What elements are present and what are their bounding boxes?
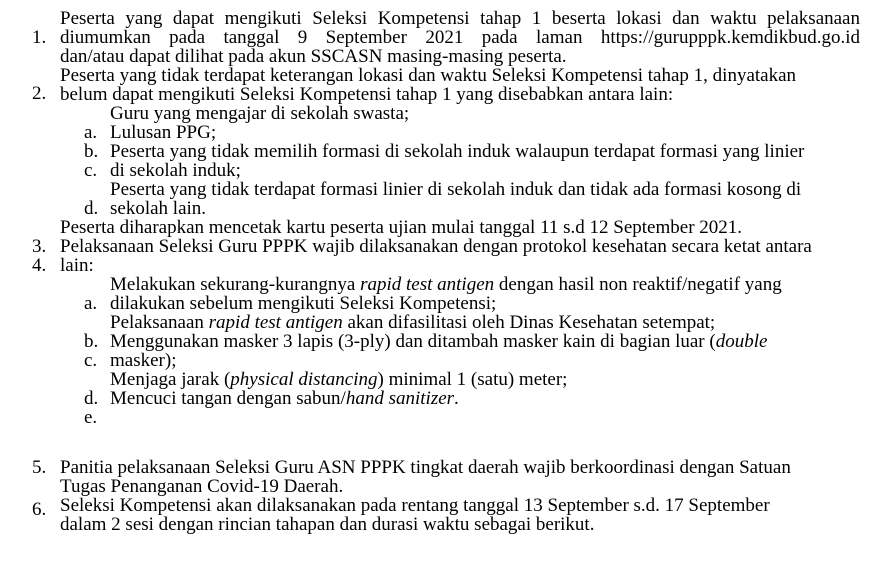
item-6-line-2: dalam 2 sesi dengan rincian tahapan dan durasi waktu sebagai berikut. <box>60 514 595 535</box>
text: Menggunakan masker 3 lapis (3-ply) dan ditambah masker kain di bagian luar ( <box>110 331 716 352</box>
italic-term: hand sanitizer <box>345 388 455 409</box>
text: Peserta yang dapat mengikuti Seleksi Kompetensi tahap 1 beserta lokasi dan waktu pelaksanaan <box>60 8 860 29</box>
item-2d-line-1: Peserta yang tidak terdapat formasi linier di sekolah induk dan tidak ada formasi kosong di <box>110 179 802 200</box>
item-4d <box>110 370 567 389</box>
sub-letter: e. <box>84 407 98 428</box>
italic-term: rapid test antigen <box>360 274 495 295</box>
text: Pelaksanaan <box>110 312 209 333</box>
item-4c-line-2: masker); <box>110 350 177 371</box>
item-number: 2. <box>32 83 47 104</box>
sub-letter: a. <box>84 293 98 314</box>
text: ) minimal 1 (satu) meter; <box>377 369 568 390</box>
item-number: 4. <box>32 255 47 276</box>
text: Menjaga jarak ( <box>110 369 231 390</box>
text: dengan hasil non reaktif/negatif yang <box>494 274 782 295</box>
item-4-line-1: Pelaksanaan Seleksi Guru PPPK wajib dilaksanakan dengan protokol kesehatan secara ketat antara <box>60 236 812 257</box>
item-4b <box>110 313 715 332</box>
item-4e <box>110 389 459 408</box>
text: Mencuci tangan dengan sabun/ <box>110 388 346 409</box>
item-2-line-2: belum dapat mengikuti Seleksi Kompetensi tahap 1 yang disebabkan antara lain: <box>60 84 674 105</box>
item-1-line-3: dan/atau dapat dilihat pada akun SSCASN masing-masing peserta. <box>60 46 567 67</box>
item-number: 6. <box>32 499 47 520</box>
sub-letter: b. <box>84 141 99 162</box>
item-2d-line-2: sekolah lain. <box>110 198 207 219</box>
sub-letter: a. <box>84 122 98 143</box>
text: Melakukan sekurang-kurangnya <box>110 274 361 295</box>
text: akan difasilitasi oleh Dinas Kesehatan setempat; <box>342 312 716 333</box>
item-2-line-1: Peserta yang tidak terdapat keterangan lokasi dan waktu Seleksi Kompetensi tahap 1, dinyatakan <box>60 65 797 86</box>
item-1-line-1 <box>60 9 860 28</box>
item-1-line-2 <box>60 28 860 47</box>
item-2a: Guru yang mengajar di sekolah swasta; <box>110 103 410 124</box>
sub-letter: c. <box>84 350 98 371</box>
sub-letter: c. <box>84 160 98 181</box>
italic-term: rapid test antigen <box>208 312 343 333</box>
item-number: 3. <box>32 236 47 257</box>
sub-letter: d. <box>84 388 99 409</box>
italic-term: physical distancing <box>230 369 378 390</box>
text: . <box>454 388 459 409</box>
italic-term: double <box>715 331 768 352</box>
item-2b: Lulusan PPG; <box>110 122 217 143</box>
item-4a-line-2: dilakukan sebelum mengikuti Seleksi Kompetensi; <box>110 293 497 314</box>
item-3-line-1: Peserta diharapkan mencetak kartu peserta ujian mulai tanggal 11 s.d 12 September 2021. <box>60 217 743 238</box>
item-5-line-2: Tugas Penanganan Covid-19 Daerah. <box>60 476 344 497</box>
item-number: 1. <box>32 27 47 48</box>
item-2c-line-1: Peserta yang tidak memilih formasi di sekolah induk walaupun terdapat formasi yang linier <box>110 141 805 162</box>
sub-letter: b. <box>84 331 99 352</box>
item-number: 5. <box>32 457 47 478</box>
item-4-line-2: lain: <box>60 255 94 276</box>
item-5-line-1: Panitia pelaksanaan Seleksi Guru ASN PPPK tingkat daerah wajib berkoordinasi dengan Satuan <box>60 457 791 478</box>
item-6-line-1: Seleksi Kompetensi akan dilaksanakan pada rentang tanggal 13 September s.d. 17 September <box>60 495 770 516</box>
item-4a-line-1 <box>110 275 782 294</box>
item-2c-line-2: di sekolah induk; <box>110 160 241 181</box>
item-4c-line-1 <box>110 332 767 351</box>
sub-letter: d. <box>84 198 99 219</box>
text: diumumkan pada tanggal 9 September 2021 pada laman https://gurupppk.kemdikbud.go.id <box>60 27 860 48</box>
